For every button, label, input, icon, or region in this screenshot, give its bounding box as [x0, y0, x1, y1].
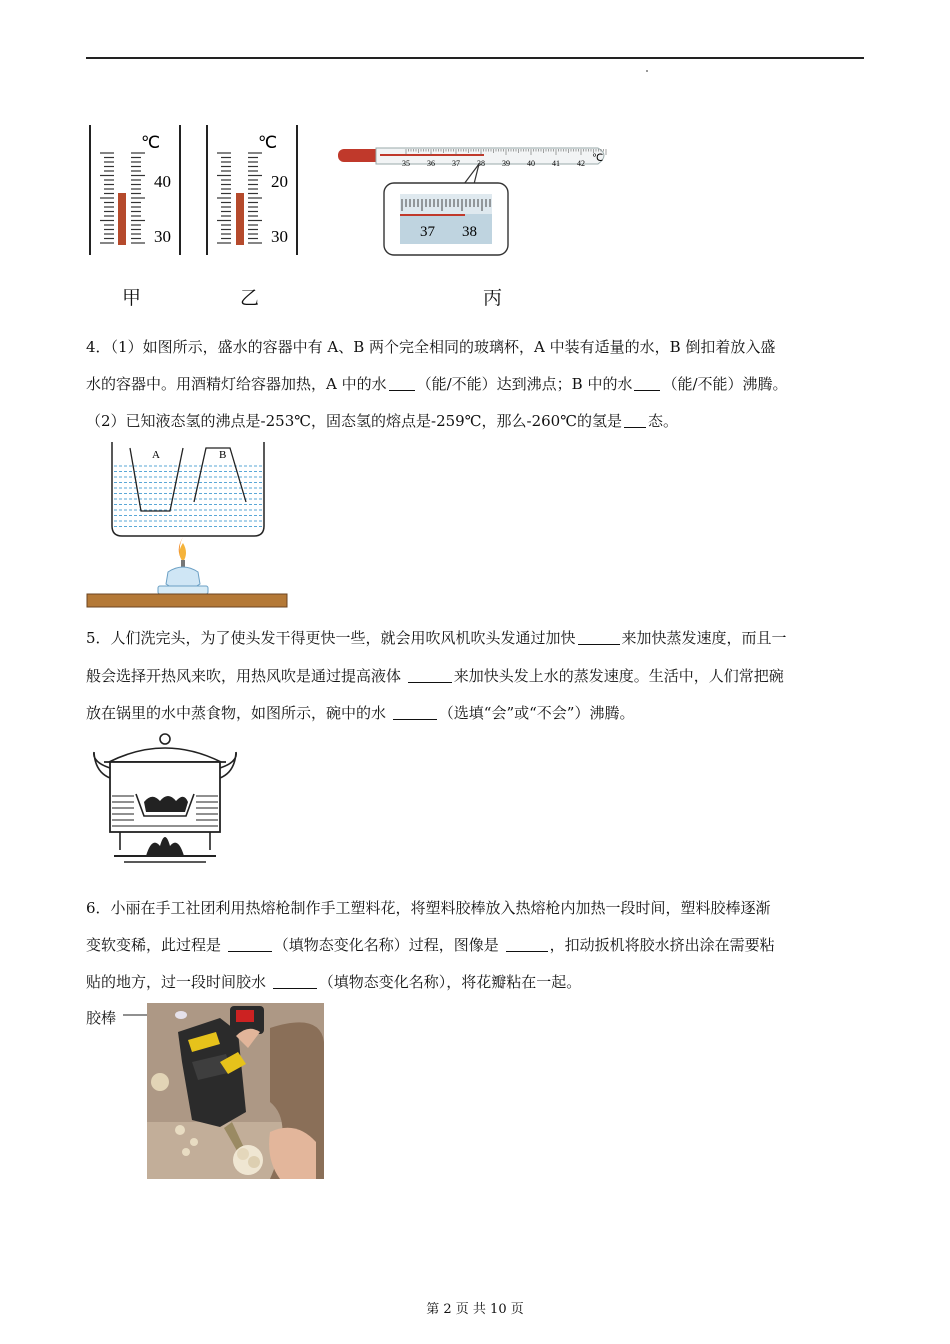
bing-scale-label: 35	[402, 159, 410, 168]
bing-scale-label: 38	[477, 159, 485, 168]
yi-unit: ℃	[258, 133, 278, 152]
q4-blank-c[interactable]	[624, 413, 646, 428]
q6-line3: 贴的地方，过一段时间胶水 （填物态变化名称），将花瓣粘在一起。	[86, 973, 582, 991]
q5-line2: 般会选择开热风来吹，用热风吹是通过提高液体 来加快头发上水的蒸发速度。生活中，人们常把碗	[86, 667, 784, 685]
q4-line3: （2）已知液态氢的沸点是-253℃，固态氢的熔点是-259℃，那么-260℃的氢是 态。	[86, 412, 678, 430]
q6-line1: 6．小丽在手工社团利用热熔枪制作手工塑料花，将塑料胶棒放入热熔枪内加热一段时间，塑料胶棒逐渐	[86, 899, 771, 917]
page-footer: 第 2 页 共 10 页	[426, 1302, 524, 1317]
q6-line2: 变软变稀，此过程是 （填物态变化名称）过程，图像是 ，扣动扳机将胶水挤出涂在需要粘	[86, 936, 775, 954]
bing-scale-label: 41	[552, 159, 560, 168]
caption-jia: 甲	[122, 287, 142, 309]
bing-scale-label: 37	[452, 159, 460, 168]
header-dot	[646, 70, 648, 72]
thermometer-bing	[336, 140, 616, 260]
header-rule	[86, 57, 864, 59]
caption-bing: 丙	[483, 287, 503, 309]
q5-blank-c[interactable]	[393, 705, 437, 720]
bing-unit: ℃	[592, 153, 604, 164]
jia-label-30: 30	[154, 227, 171, 246]
bing-scale-label: 40	[527, 159, 535, 168]
q6-blank-a[interactable]	[228, 937, 272, 952]
caption-yi: 乙	[240, 287, 260, 309]
q4-blank-b[interactable]	[634, 376, 660, 391]
steamer-figure	[86, 732, 246, 867]
q5-line3: 放在锅里的水中蒸食物，如图所示，碗中的水 （选填“会”或“不会”）沸腾。	[86, 704, 635, 722]
cup-b-label: B	[219, 449, 227, 461]
q5-blank-b[interactable]	[408, 668, 452, 683]
bing-zoom-37: 37	[420, 224, 435, 240]
bing-scale-label: 39	[502, 159, 510, 168]
q5-line1: 5．人们洗完头，为了使头发干得更快一些，就会用吹风机吹头发通过加快 来加快蒸发速度，而且一	[86, 629, 787, 647]
q6-blank-c[interactable]	[273, 974, 317, 989]
jia-unit: ℃	[141, 133, 161, 152]
thermometer-yi	[203, 123, 303, 258]
bing-zoom-38: 38	[462, 224, 477, 240]
beaker-figure	[86, 440, 291, 610]
jia-liquid-column	[118, 193, 126, 245]
yi-liquid-column	[236, 193, 244, 245]
q4-line1: 4．（1）如图所示，盛水的容器中有 A、B 两个完全相同的玻璃杯，A 中装有适量的水，B 倒扣着放入盛	[86, 338, 776, 356]
glue-gun-photo	[120, 1002, 325, 1180]
yi-label-30: 30	[271, 227, 288, 246]
thermometer-jia	[86, 123, 186, 258]
q5-blank-a[interactable]	[578, 630, 620, 645]
q4-line2: 水的容器中。用酒精灯给容器加热，A 中的水 （能/不能）达到沸点；B 中的水 （能/不能）沸腾。	[86, 375, 788, 393]
cup-a-label: A	[152, 449, 160, 461]
q6-blank-b[interactable]	[506, 937, 548, 952]
bing-scale-label: 42	[577, 159, 585, 168]
q4-blank-a[interactable]	[389, 376, 415, 391]
glue-stick-label: 胶棒	[86, 1009, 117, 1027]
jia-label-40: 40	[154, 172, 171, 191]
bing-scale-label: 36	[427, 159, 435, 168]
yi-label-20: 20	[271, 172, 288, 191]
